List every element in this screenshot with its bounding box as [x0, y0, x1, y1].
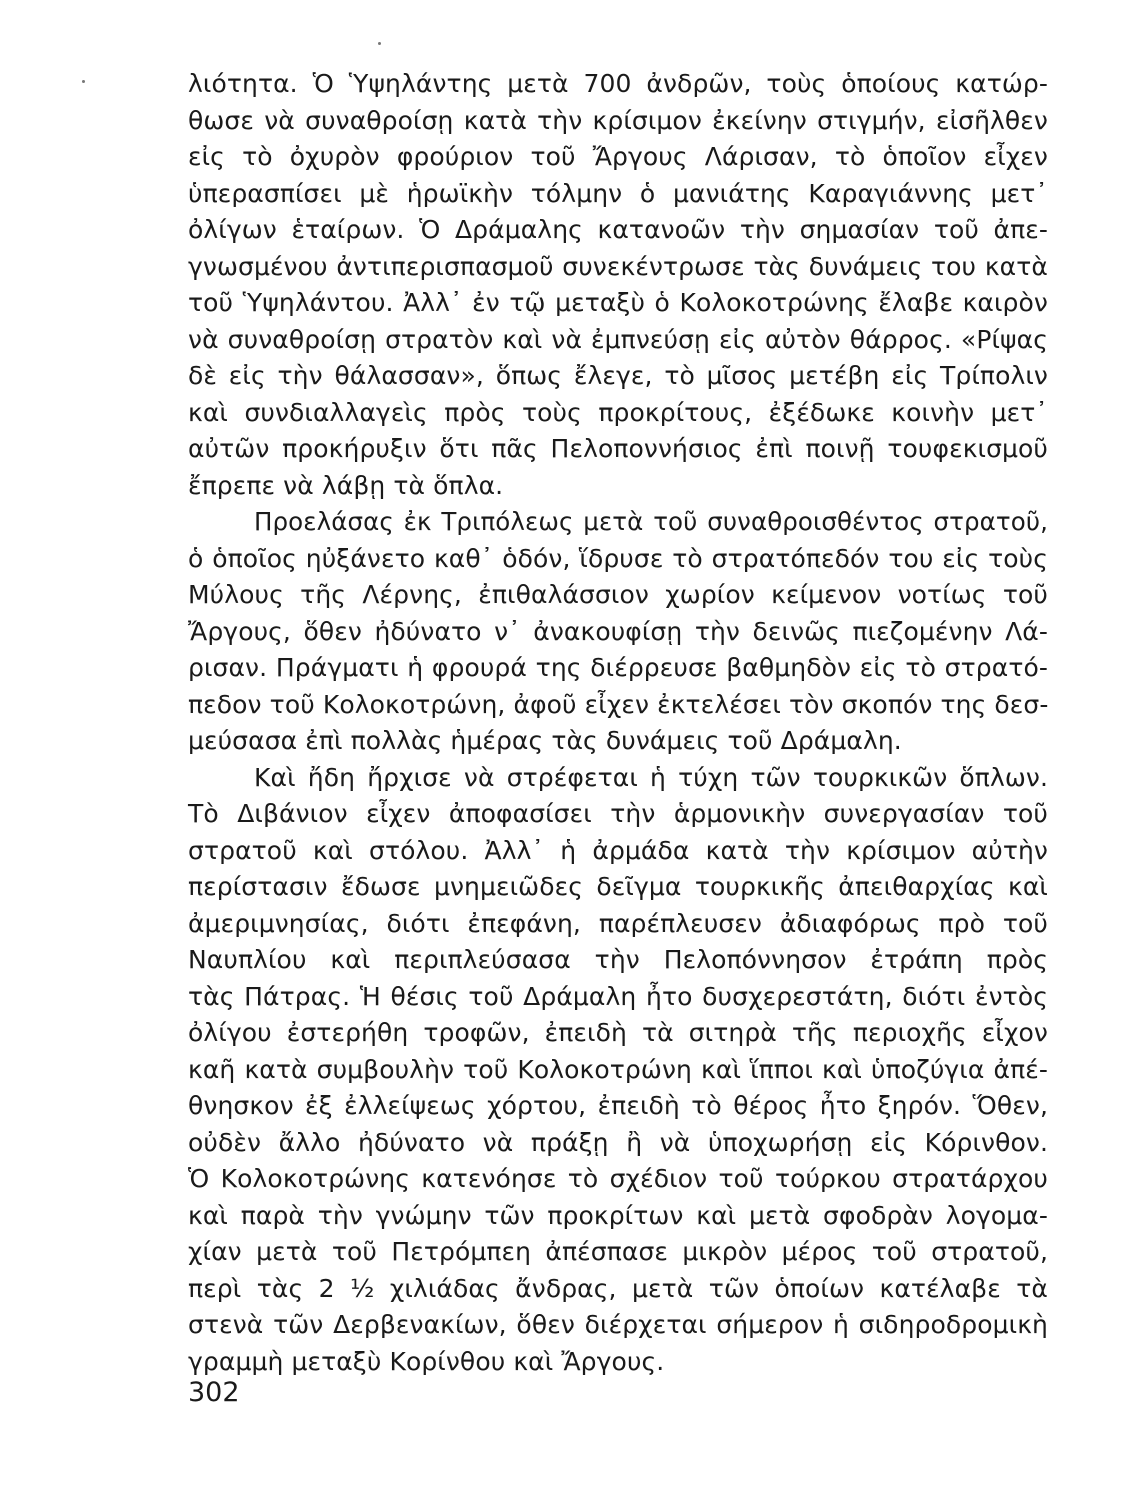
text-line: ὀλίγων ἑταίρων. Ὁ Δράμαλης κατανοῶν τὴν σημασίαν τοῦ ἀπε-: [188, 215, 1048, 244]
text-line: Τὸ Διβάνιον εἶχεν ἀποφασίσει τὴν ἁρμονικὴν συνεργασίαν τοῦ: [188, 799, 1048, 828]
text-line: λιότητα. Ὁ Ὑψηλάντης μετὰ 700 ἀνδρῶν, τοὺς ὁποίους κατώρ-: [188, 69, 1048, 98]
page-number: 302: [188, 1377, 240, 1408]
text-line: στενὰ τῶν Δερβενακίων, ὅθεν διέρχεται σήμερον ἡ σιδηροδρομικὴ: [188, 1310, 1048, 1339]
text-line: καῆ κατὰ συμβουλὴν τοῦ Κολοκοτρώνη καὶ ἵπποι καὶ ὑποζύγια ἀπέ-: [188, 1054, 1048, 1084]
text-line: πεδον τοῦ Κολοκοτρώνη, ἀφοῦ εἶχεν ἐκτελέσει τὸν σκοπόν της δεσ-: [188, 689, 1049, 719]
text-line: αὐτῶν προκήρυξιν ὅτι πᾶς Πελοποννήσιος ἐπὶ ποινῇ τουφεκισμοῦ: [188, 434, 1048, 463]
text-line: ὁ ὁποῖος ηὐξάνετο καθ᾿ ὁδόν, ἵδρυσε τὸ στρατόπεδόν του εἰς τοὺς: [188, 543, 1048, 573]
text-line: Ὁ Κολοκοτρώνης κατενόησε τὸ σχέδιον τοῦ τούρκου στρατάρχου: [188, 1164, 1048, 1193]
text-line: Μύλους τῆς Λέρνης, ἐπιθαλάσσιον χωρίον κείμενον νοτίως τοῦ: [188, 580, 1048, 609]
text-line: Ἄργους, ὅθεν ἠδύνατο ν᾿ ἀνακουφίσῃ τὴν δεινῶς πιεζομένην Λά-: [188, 616, 1048, 646]
text-line: θνησκον ἐξ ἐλλείψεως χόρτου, ἐπειδὴ τὸ θέρος ἦτο ξηρόν. Ὅθεν,: [188, 1091, 1048, 1120]
text-line: εἰς τὸ ὀχυρὸν φρούριον τοῦ Ἄργους Λάρισαν, τὸ ὁποῖον εἶχεν: [188, 142, 1048, 171]
text-line: ρισαν. Πράγματι ἡ φρουρά της διέρρευσε βαθμηδὸν εἰς τὸ στρατό-: [188, 653, 1048, 682]
text-line: οὐδὲν ἄλλο ἠδύνατο νὰ πράξῃ ἢ νὰ ὑποχωρήσῃ εἰς Κόρινθον.: [188, 1127, 1048, 1157]
text-line: γνωσμένου ἀντιπερισπασμοῦ συνεκέντρωσε τὰς δυνάμεις του κατὰ: [188, 251, 1048, 281]
text-line: περὶ τὰς 2 ½ χιλιάδας ἄνδρας, μετὰ τῶν ὁποίων κατέλαβε τὰ: [188, 1273, 1048, 1303]
text-line: τοῦ Ὑψηλάντου. Ἀλλ᾿ ἐν τῷ μεταξὺ ὁ Κολοκοτρώνης ἔλαβε καιρὸν: [188, 288, 1048, 317]
text-line: ἔπρεπε νὰ λάβῃ τὰ ὅπλα.: [188, 470, 504, 500]
body-text: [188, 66, 1048, 1380]
text-line: καὶ συνδιαλλαγεὶς πρὸς τοὺς προκρίτους, ἐξέδωκε κοινὴν μετ᾿: [188, 397, 1048, 427]
text-line: Προελάσας ἐκ Τριπόλεως μετὰ τοῦ συναθροισθέντος στρατοῦ,: [254, 507, 1048, 536]
text-line: ὑπερασπίσει μὲ ἡρωϊκὴν τόλμην ὁ μανιάτης Καραγιάννης μετ᾿: [188, 178, 1048, 208]
text-line: τὰς Πάτρας. Ἡ θέσις τοῦ Δράμαλη ἦτο δυσχερεστάτη, διότι ἐντὸς: [188, 981, 1048, 1011]
text-line: νὰ συναθροίσῃ στρατὸν καὶ νὰ ἐμπνεύσῃ εἰς αὐτὸν θάρρος. «Ρίψας: [188, 324, 1048, 354]
scan-speck: [378, 42, 381, 45]
text-line: μεύσασα ἐπὶ πολλὰς ἡμέρας τὰς δυνάμεις τοῦ Δράμαλη.: [188, 726, 902, 755]
text-line: θωσε νὰ συναθροίσῃ κατὰ τὴν κρίσιμον ἐκείνην στιγμήν, εἰσῆλθεν: [188, 105, 1048, 135]
text-line: δὲ εἰς τὴν θάλασσαν», ὅπως ἔλεγε, τὸ μῖσος μετέβη εἰς Τρίπολιν: [188, 361, 1048, 390]
text-line: χίαν μετὰ τοῦ Πετρόμπεη ἀπέσπασε μικρὸν μέρος τοῦ στρατοῦ,: [188, 1237, 1048, 1266]
text-line: Καὶ ἤδη ἤρχισε νὰ στρέφεται ἡ τύχη τῶν τουρκικῶν ὅπλων.: [254, 762, 1048, 792]
text-line: Ναυπλίου καὶ περιπλεύσασα τὴν Πελοπόννησον ἐτράπη πρὸς: [188, 945, 1048, 974]
text-line: περίστασιν ἔδωσε μνημειῶδες δεῖγμα τουρκικῆς ἀπειθαρχίας καὶ: [188, 872, 1048, 901]
text-line: στρατοῦ καὶ στόλου. Ἀλλ᾿ ἡ ἀρμάδα κατὰ τὴν κρίσιμον αὐτὴν: [188, 835, 1048, 865]
text-line: γραμμὴ μεταξὺ Κορίνθου καὶ Ἄργους.: [188, 1346, 665, 1376]
scan-speck: [82, 80, 85, 83]
text-line: ὀλίγου ἐστερήθη τροφῶν, ἐπειδὴ τὰ σιτηρὰ τῆς περιοχῆς εἶχον: [188, 1018, 1048, 1047]
text-line: ἀμεριμνησίας, διότι ἐπεφάνη, παρέπλευσεν ἀδιαφόρως πρὸ τοῦ: [188, 908, 1048, 938]
text-line: καὶ παρὰ τὴν γνώμην τῶν προκρίτων καὶ μετὰ σφοδρὰν λογομα-: [188, 1200, 1048, 1230]
